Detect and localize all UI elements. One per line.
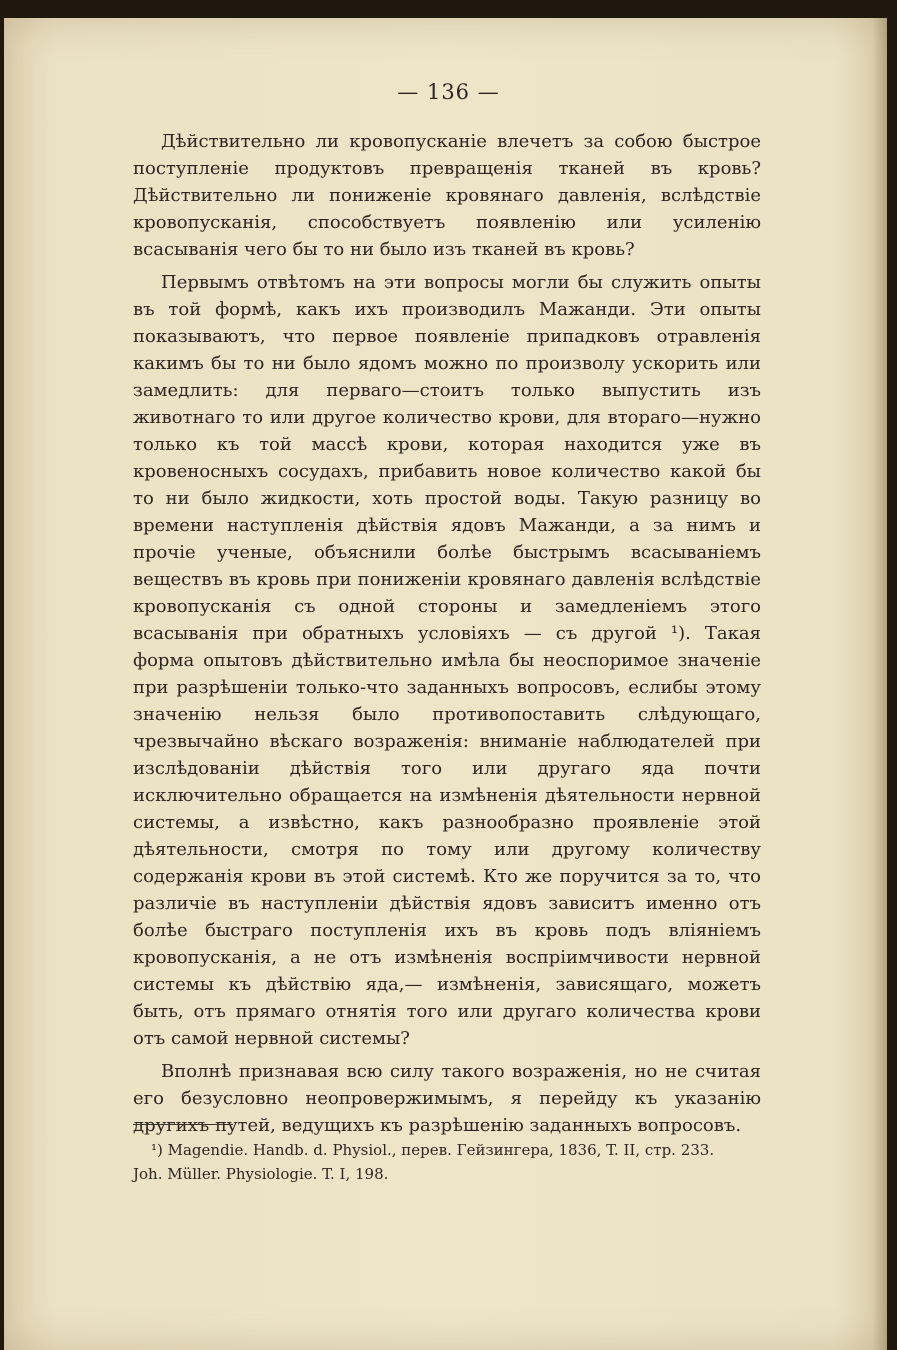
footnote-line-2: Joh. Müller. Physiologie. T. I, 198.: [133, 1165, 389, 1183]
paragraph-2: Первымъ отвѣтомъ на эти вопросы могли бы служить опыты въ той формѣ, какъ ихъ производилъ Мажанди. Эти опыты показываютъ, что первое появленіе припадковъ отравленія какимъ бы то ни было ядомъ можно по произволу ускорить или замедлить: для перваго—стоитъ только выпустить изъ животнаго то или другое количество крови, для втораго—нужно только къ той массѣ крови, которая находится уже въ кровеносныхъ сосудахъ, прибавить новое количество какой бы то ни было жидкости, хоть простой воды. Такую разницу во времени наступленія дѣйствія ядовъ Мажанди, а за нимъ и прочіе ученые, объяснили болѣе быстрымъ всасываніемъ веществъ въ кровь при пониженіи кровянаго давленія вслѣдствіе кровопусканія съ одной стороны и замедленіемъ этого всасыванія при обратныхъ условіяхъ — съ другой ¹). Такая форма опытовъ дѣйствительно имѣла бы неоспоримое значеніе при разрѣшеніи только-что заданныхъ вопросовъ, еслибы этому значенію нельзя было противопоставить слѣдующаго, чрезвычайно вѣскаго возраженія: вниманіе наблюдателей при изслѣдованіи дѣйствія того или другаго яда почти исключительно обращается на измѣненія дѣятельности нервной системы, а извѣстно, какъ разнообразно проявленіе этой дѣятельности, смотря по тому или другому количеству содержанія крови въ этой системѣ. Кто же поручится за то, что различіе въ наступленіи дѣйствія ядовъ зависитъ именно отъ болѣе быстраго поступленія ихъ въ кровь подъ вліяніемъ кровопусканія, а не отъ измѣненія воспріимчивости нервной системы къ дѣйствію яда,— измѣненія, зависящаго, можетъ быть, отъ прямаго отнятія того или другаго количества крови отъ самой нервной системы?: [133, 272, 761, 1049]
main-text: [133, 128, 761, 1145]
footnote-line-1: ¹) Magendie. Handb. d. Physiol., перев. Гейзингера, 1836, T. II, стр. 233.: [151, 1141, 715, 1159]
page-edge-shadow: [873, 18, 887, 1350]
paragraph-1: Дѣйствительно ли кровопусканіе влечетъ за собою быстрое поступленіе продуктовъ превращенія тканей въ кровь? Дѣйствительно ли пониженіе кровянаго давленія, вслѣдствіе кровопусканія, способствуетъ появленію или усиленію всасыванія чего бы то ни было изъ тканей въ кровь?: [133, 131, 761, 260]
paragraph-3: Вполнѣ признавая всю силу такого возраженія, но не считая его безусловно неопровержимымъ, я перейду къ указанію другихъ путей, ведущихъ къ разрѣшенію заданныхъ вопросовъ.: [133, 1061, 761, 1136]
page-number: — 136 —: [397, 80, 500, 104]
footnotes: [133, 1138, 761, 1186]
footnote-divider: [133, 1124, 233, 1125]
